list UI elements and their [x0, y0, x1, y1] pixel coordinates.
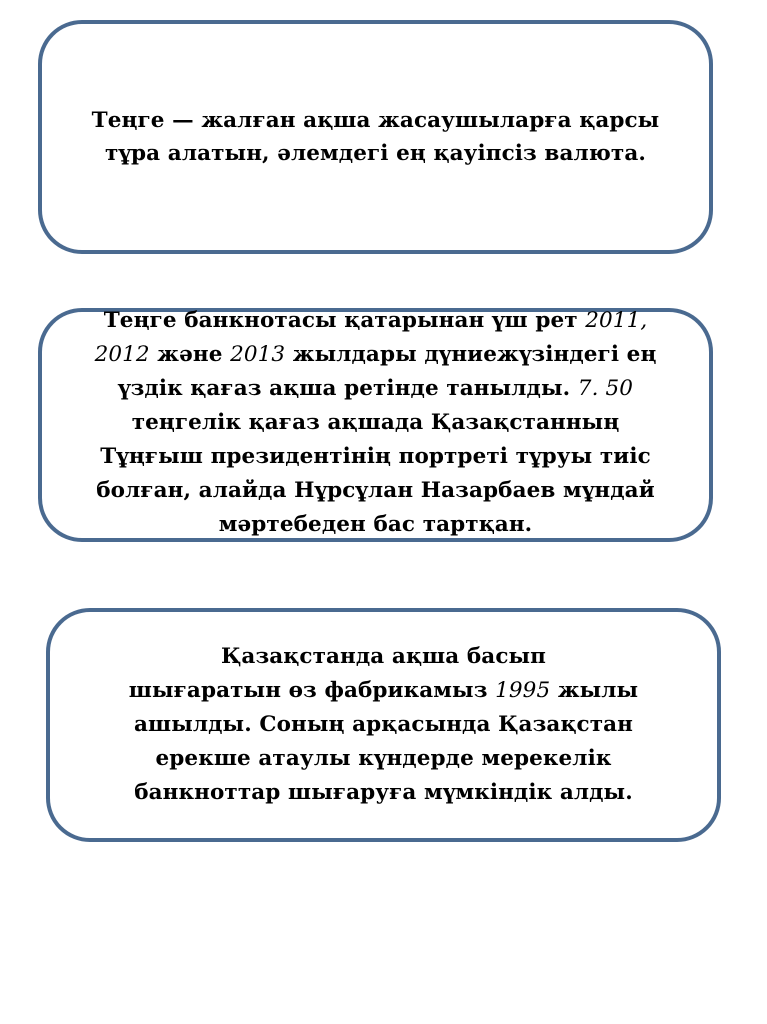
fact-line: Теңге — жалған ақша жасаушыларға қарсы	[91, 108, 660, 133]
year-1995: 1995	[495, 678, 551, 703]
fact-card-factory	[46, 608, 721, 842]
fact-line: ерекше атаулы күндерде мерекелік	[155, 746, 612, 771]
fact-line: теңгелік қағаз ақшада Қазақстанның	[131, 410, 620, 435]
fact-line: жылы	[550, 678, 639, 703]
fact-text-factory	[84, 640, 684, 810]
fact-line: жылдары дүниежүзіндегі ең	[285, 342, 657, 367]
fact-line: банкноттар шығаруға мүмкіндік алды.	[134, 780, 633, 805]
fact-line: үздік қағаз ақша ретінде танылды.	[117, 376, 578, 401]
fact-line: ашылды. Соның арқасында Қазақстан	[133, 712, 634, 737]
year-2013: 2013	[230, 342, 286, 367]
fact-text-security	[56, 104, 696, 170]
fact-line: мәртебеден бас тартқан.	[218, 512, 533, 537]
fact-card-security	[38, 20, 713, 254]
fact-text-awards	[56, 304, 696, 542]
fact-card-awards	[38, 308, 713, 542]
number-7-50: 7. 50	[577, 376, 634, 401]
fact-line: тұра алатын, әлемдегі ең қауіпсіз валюта.	[105, 141, 646, 166]
year-2012: 2012	[94, 342, 150, 367]
fact-line: болған, алайда Нұрсұлан Назарбаев мұндай	[96, 478, 655, 503]
fact-line: шығаратын өз фабрикамыз	[128, 678, 496, 703]
fact-line: және	[149, 342, 231, 367]
fact-line: Қазақстанда ақша басып	[220, 644, 547, 669]
fact-line: Тұңғыш президентінің портреті тұруы тиіс	[100, 444, 651, 469]
year-2011: 2011,	[585, 308, 648, 333]
fact-line: Теңге банкнотасы қатарынан үш рет	[103, 308, 586, 333]
